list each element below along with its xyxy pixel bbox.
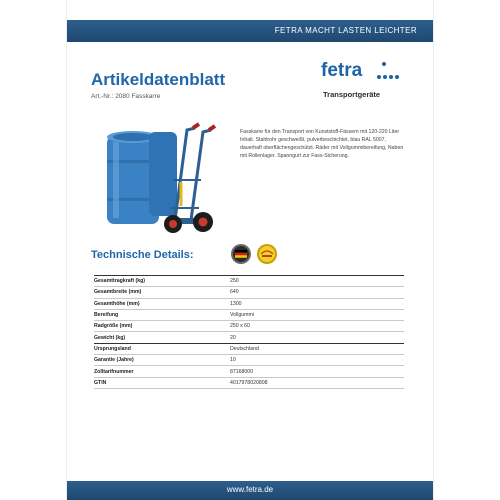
spec-label: Zolltarifnummer xyxy=(94,368,134,375)
table-row xyxy=(94,299,404,310)
spec-label: Garantie (Jahre) xyxy=(94,357,134,364)
spec-label: Gewicht (kg) xyxy=(94,334,126,341)
spec-value: Vollgummi xyxy=(230,312,254,319)
spec-value: 20 xyxy=(230,334,236,341)
table-row xyxy=(94,321,404,332)
spec-label: Gesamttragkraft (kg) xyxy=(94,278,146,285)
table-row xyxy=(94,378,404,389)
logo-text: fetra xyxy=(321,60,363,81)
header-banner xyxy=(67,20,433,42)
product-description: Fasskarre für den Transport von Kunststoff-Fässern mit 120-220 Liter Inhalt. Stahlrohr geschweißt, pulverbeschichtet, blau RAL 5007, dauerhaft oberflächengeschützt. Räder mit Vollgummibereifung, Naben mit Rollenlager. Spanngurt zur Fass-Sicherung. xyxy=(240,129,404,159)
document-title: Artikeldatenblatt xyxy=(91,70,226,89)
table-row xyxy=(94,332,404,343)
table-row xyxy=(94,287,404,298)
spec-label: GTIN xyxy=(94,379,107,386)
table-row xyxy=(94,276,404,287)
spec-label: Gesamtbreite (mm) xyxy=(94,289,142,296)
spec-label: Ursprungsland xyxy=(94,345,131,352)
article-number: Art.-Nr.: 2080 Fasskarre xyxy=(91,93,161,100)
header-slogan: FETRA MACHT LASTEN LEICHTER xyxy=(274,26,417,35)
spec-label: Gesamthöhe (mm) xyxy=(94,300,140,307)
section-title-details: Technische Details: xyxy=(91,249,194,261)
spec-value: 250 x 60 xyxy=(230,323,250,330)
spec-value: Deutschland xyxy=(230,345,259,352)
footer-banner xyxy=(67,481,433,500)
spec-value: 250 xyxy=(230,278,239,285)
datasheet-page xyxy=(67,0,433,500)
specs-table xyxy=(94,275,404,389)
table-row xyxy=(94,344,404,355)
fetra-logo xyxy=(321,60,401,82)
footer-url: www.fetra.de xyxy=(226,485,274,494)
spec-value: 4017978020808 xyxy=(230,379,268,386)
logo-subtitle: Transportgeräte xyxy=(323,90,381,99)
spec-value: 10 xyxy=(230,357,236,364)
spec-value: 87168000 xyxy=(230,368,254,375)
spec-label: Radgröße (mm) xyxy=(94,323,133,330)
table-row xyxy=(94,366,404,377)
spec-value: 640 xyxy=(230,289,239,296)
quality-badges xyxy=(230,243,282,265)
table-row xyxy=(94,355,404,366)
table-row xyxy=(94,310,404,321)
spec-label: Bereifung xyxy=(94,312,119,319)
spec-value: 1300 xyxy=(230,300,242,307)
